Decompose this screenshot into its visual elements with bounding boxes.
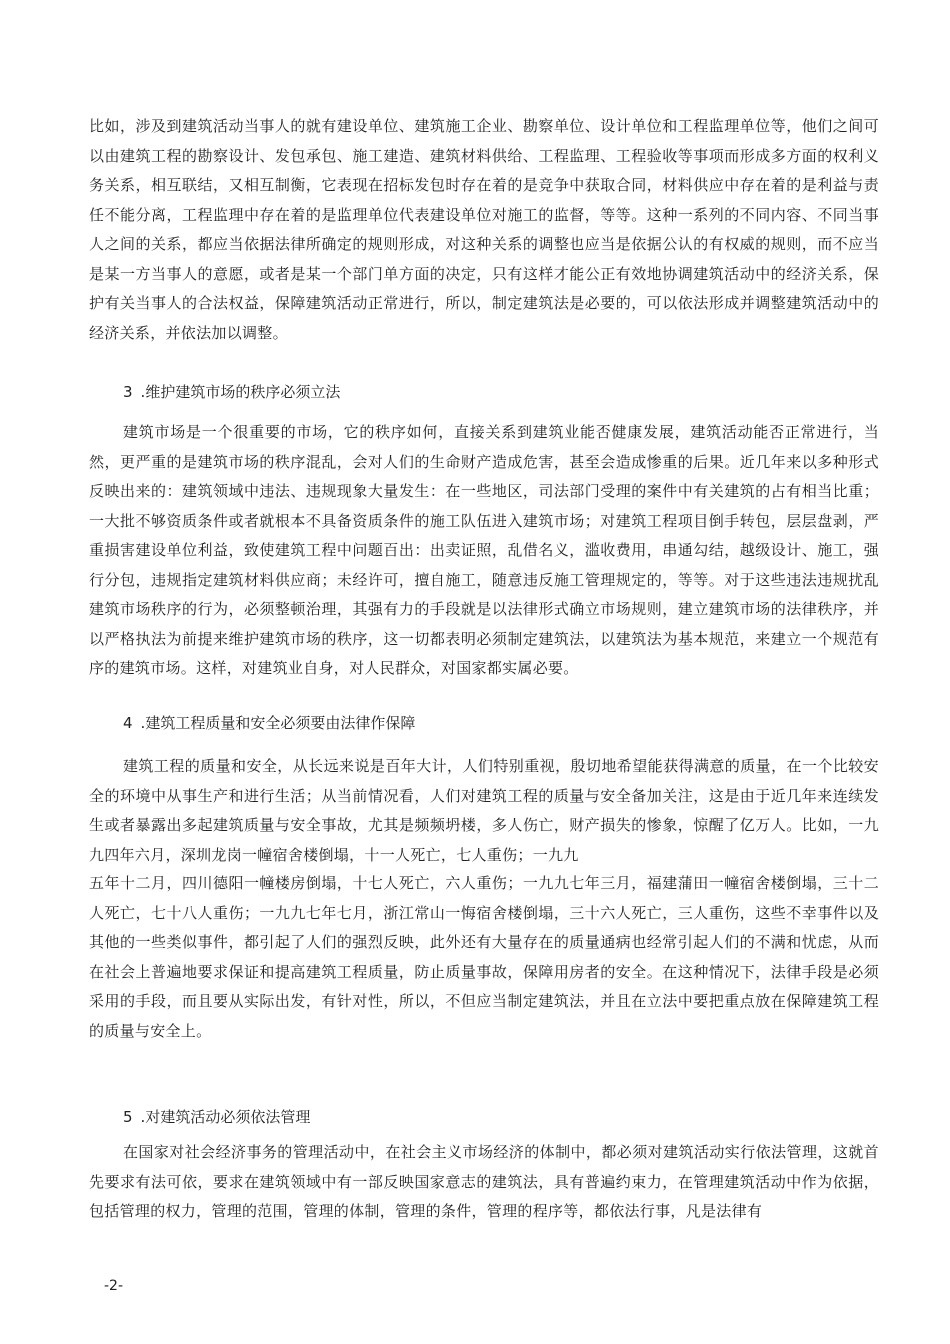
paragraph-quality-safety: 建筑工程的质量和安全，从长远来说是百年大计，人们特别重视，殷切地希望能获得满意的质量，在一个比较安全的环境中从事生产和进行生活；从当前情况看，人们对建筑工程的质量与安全备加关注，这是由于近几年来连续发生或者暴露出多起建筑质量与安全事故，尤其是频频坍楼，多人伤亡，财产损失的惨象，惊醒了亿万人。比如，一九九四年六月，深圳龙岗一幢宿舍楼倒塌，十一人死亡，七人重伤；一九九	[89, 757, 879, 864]
section-heading-5	[123, 1105, 310, 1129]
paragraph-accident-cases: 五年十二月，四川德阳一幢楼房倒塌，十七人死亡，六人重伤；一九九七年三月，福建蒲田一幢宿舍楼倒塌，三十二人死亡，七十八人重伤；一九九七年七月，浙江常山一悔宿舍楼倒塌，三十六人死亡，三人重伤，这些不幸事件以及其他的一些类似事件，都引起了人们的强烈反映，此外还有大量存在的质量通病也经常引起人们的不满和忧虑，从而在社会上普遍地要求保证和提高建筑工程质量，防止质量事故，保障用房者的安全。在这种情况下，法律手段是必须采用的手段，而且要从实际出发，有针对性，所以，不但应当制定建筑法，并且在立法中要把重点放在保障建筑工程的质量与安全上。	[89, 874, 879, 1040]
paragraph-market-order: 建筑市场是一个很重要的市场，它的秩序如何，直接关系到建筑业能否健康发展，建筑活动能否正常进行，当然，更严重的是建筑市场的秩序混乱，会对人们的生命财产造成危害，甚至会造成惨重的后果。近几年来以多种形式反映出来的：建筑领域中违法、违规现象大量发生：在一些地区，司法部门受理的案件中有关建筑的占有相当比重；一大批不够资质条件或者就根本不具备资质条件的施工队伍进入建筑市场；对建筑工程项目倒手转包，层层盘剥，严重损害建设单位利益，致使建筑工程中问题百出：出卖证照，乱借名义，滥收费用，串通勾结，越级设计、施工，强行分包，违规指定建筑材料供应商；未经许可，擅自施工，随意违反施工管理规定的，等等。对于这些违法违规扰乱建筑市场秩序的行为，必须整顿治理，其强有力的手段就是以法律形式确立市场规则，建立建筑市场的法律秩序，并以严格执法为前提来维护建筑市场的秩序，这一切都表明必须制定建筑法，以建筑法为基本规范，来建立一个规范有序的建筑市场。这样，对建筑业自身，对人民群众，对国家都实属必要。	[89, 423, 879, 677]
section-number: 4	[123, 714, 133, 732]
paragraph-lawful-management: 在国家对社会经济事务的管理活动中，在社会主义市场经济的体制中，都必须对建筑活动实行依法管理，这就首先要求有法可依，要求在建筑领域中有一部反映国家意志的建筑法，具有普遍约束力，在管理建筑活动中作为依据，包括管理的权力，管理的范围，管理的体制，管理的条件，管理的程序等，都依法行事，凡是法律有	[89, 1143, 879, 1220]
section-heading-3	[123, 380, 340, 404]
section-title: .建筑工程质量和安全必须要由法律作保障	[140, 714, 416, 732]
section-number: 5	[123, 1108, 133, 1126]
page-number: -2-	[104, 1278, 124, 1294]
section-heading-4	[123, 711, 415, 735]
section-title: .维护建筑市场的秩序必须立法	[140, 383, 341, 401]
paragraph-participants-relations: 比如，涉及到建筑活动当事人的就有建设单位、建筑施工企业、勘察单位、设计单位和工程监理单位等，他们之间可以由建筑工程的勘察设计、发包承包、施工建造、建筑材料供给、工程监理、工程验收等事项而形成多方面的权利义务关系，相互联结，又相互制衡，它表现在招标发包时存在着的是竞争中获取合同，材料供应中存在着的是利益与责任不能分离，工程监理中存在着的是监理单位代表建设单位对施工的监督，等等。这种一系列的不同内容、不同当事人之间的关系，都应当依据法律所确定的规则形成，对这种关系的调整也应当是依据公认的有权威的规则，而不应当是某一方当事人的意愿，或者是某一个部门单方面的决定，只有这样才能公正有效地协调建筑活动中的经济关系，保护有关当事人的合法权益，保障建筑活动正常进行，所以，制定建筑法是必要的，可以依法形成并调整建筑活动中的经济关系，并依法加以调整。	[89, 117, 879, 342]
section-number: 3	[123, 383, 133, 401]
section-title: .对建筑活动必须依法管理	[140, 1108, 311, 1126]
